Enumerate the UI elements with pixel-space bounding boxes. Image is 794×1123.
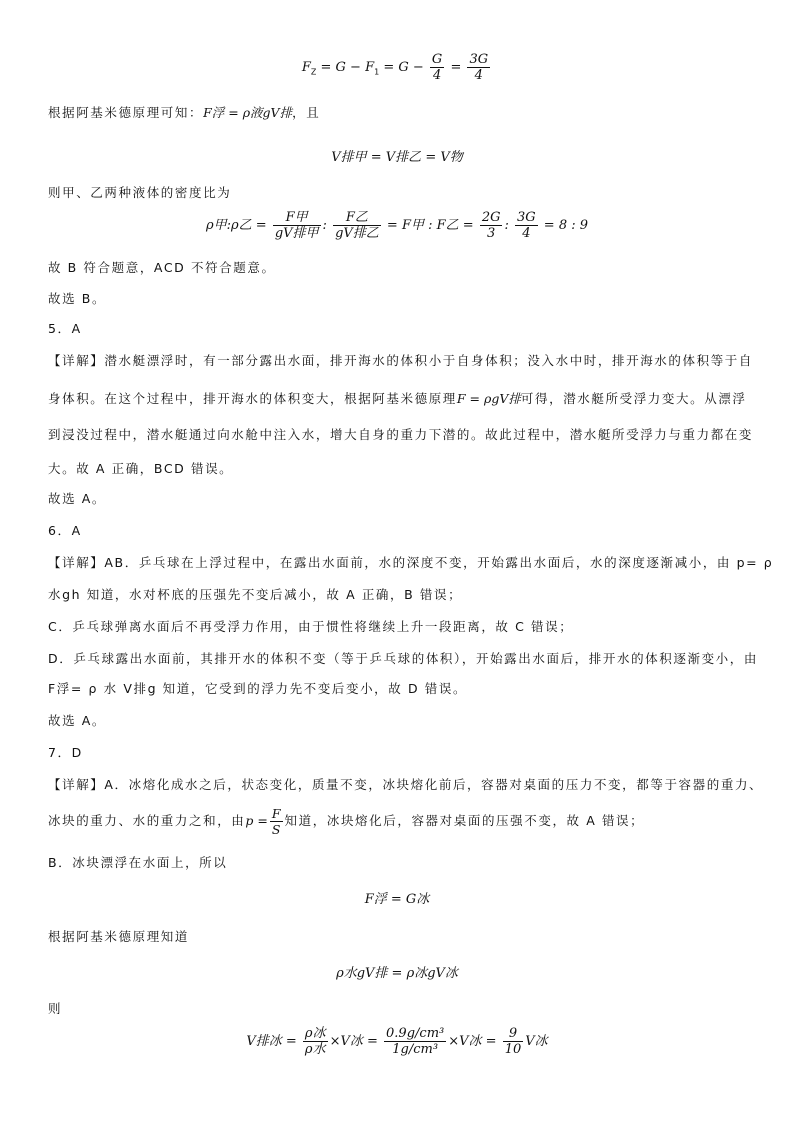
text-line: D．乒乓球露出水面前，其排开水的体积不变（等于乒乓球的体积），开始露出水面后，排开水的体积逐渐变小，由 [48, 651, 758, 666]
equation-volume-equal: V排甲 = V排乙 = V物 [331, 150, 463, 165]
equation-f-tension: $F_Z = G - F_1 = G$ − $\frac{G}{4}$ = $\frac{3G}{4}$ [301, 52, 489, 83]
question-heading: 5．A [48, 321, 82, 336]
fraction: $\frac{F}{S}$ [271, 806, 281, 837]
text-line: 故选 A。 [48, 491, 107, 506]
fraction: $\frac{\text{F乙}}{\text{gV排乙}}$ [335, 210, 379, 241]
text-line: 冰块的重力、水的重力之和，由p = $\frac{F}{S}$ 知道，冰块熔化后，容器对桌面的压强不变，故 A 错误； [48, 806, 645, 837]
equation-archimedes-ice: ρ水gV排 = ρ冰gV冰 [336, 966, 458, 981]
text-line: 【详解】A．冰熔化成水之后，状态变化，质量不变，冰块熔化前后，容器对桌面的压力不变，都等于容器的重力、 [48, 777, 764, 792]
text-line: 根据阿基米德原理知道 [48, 929, 190, 944]
text-line: 故选 B。 [48, 291, 107, 306]
fraction: $\frac{\text{F甲}}{\text{gV排甲}}$ [274, 210, 319, 241]
text-line: 到浸没过程中，潜水艇通过向水舱中注入水，增大自身的重力下潜的。故此过程中，潜水艇所受浮力与重力都在变 [48, 427, 754, 442]
text-line: 则 [48, 1001, 63, 1016]
text-line: C．乒乓球弹离水面后不再受浮力作用，由于惯性将继续上升一段距离，故 C 错误； [48, 619, 574, 634]
text-line: F浮= ρ 水 V排g 知道，它受到的浮力先不变后变小，故 D 错误。 [48, 681, 468, 696]
text-line: 身体积。在这个过程中，排开海水的体积变大，根据阿基米德原理F = ρgV排可得，潜水艇所受浮力变大。从漂浮 [48, 391, 747, 406]
fraction: $\frac{\text{ρ冰}}{\text{ρ水}}$ [304, 1026, 326, 1057]
text-line: 【详解】AB．乒乓球在上浮过程中，在露出水面前，水的深度不变，开始露出水面后，水的深度逐渐减小，由 p= ρ [48, 555, 774, 570]
text-line: B．冰块漂浮在水面上，所以 [48, 855, 228, 870]
question-heading: 6．A [48, 523, 82, 538]
fraction: $\frac{\text{0.9g/cm³}}{\text{1g/cm³}}$ [386, 1026, 445, 1057]
fraction: $\frac{G}{4}$ [431, 52, 443, 83]
fraction: $\frac{3G}{4}$ [469, 52, 489, 83]
text-line: 则甲、乙两种液体的密度比为 [48, 185, 232, 200]
text-line: 大。故 A 正确，BCD 错误。 [48, 461, 234, 476]
fraction: $\frac{2G}{3}$ [481, 210, 501, 241]
text-line: 故 B 符合题意，ACD 不符合题意。 [48, 260, 276, 275]
equation-density-ratio: ρ甲:ρ乙 = $\frac{\text{F甲}}{\text{gV排甲}}$ : $\frac{\text{F乙}}{\text{gV排乙}}$ = F甲 : F乙 = $\frac{2G}{3}$ : $\frac{3G}{4}$ = 8 : 9 [205, 210, 589, 241]
question-heading: 7．D [48, 745, 83, 760]
text-line: 水gh 知道，水对杯底的压强先不变后减小，故 A 正确，B 错误； [48, 587, 463, 602]
text-line: 故选 A。 [48, 713, 107, 728]
text-line: 根据阿基米德原理可知：F浮 = ρ液gV排，且 [48, 105, 321, 120]
equation-float-balance: F浮 = G冰 [364, 892, 430, 907]
equation-ice-displacement: V排冰 = $\frac{\text{ρ冰}}{\text{ρ水}}$ ×V冰 = $\frac{\text{0.9g/cm³}}{\text{1g/cm³}}$ ×V冰 = $\frac{9}{10}$ V冰 [246, 1026, 548, 1057]
fraction: $\frac{9}{10}$ [504, 1026, 522, 1057]
fraction: $\frac{3G}{4}$ [517, 210, 536, 241]
text-line: 【详解】潜水艇漂浮时，有一部分露出水面，排开海水的体积小于自身体积；没入水中时，排开海水的体积等于自 [48, 353, 754, 368]
